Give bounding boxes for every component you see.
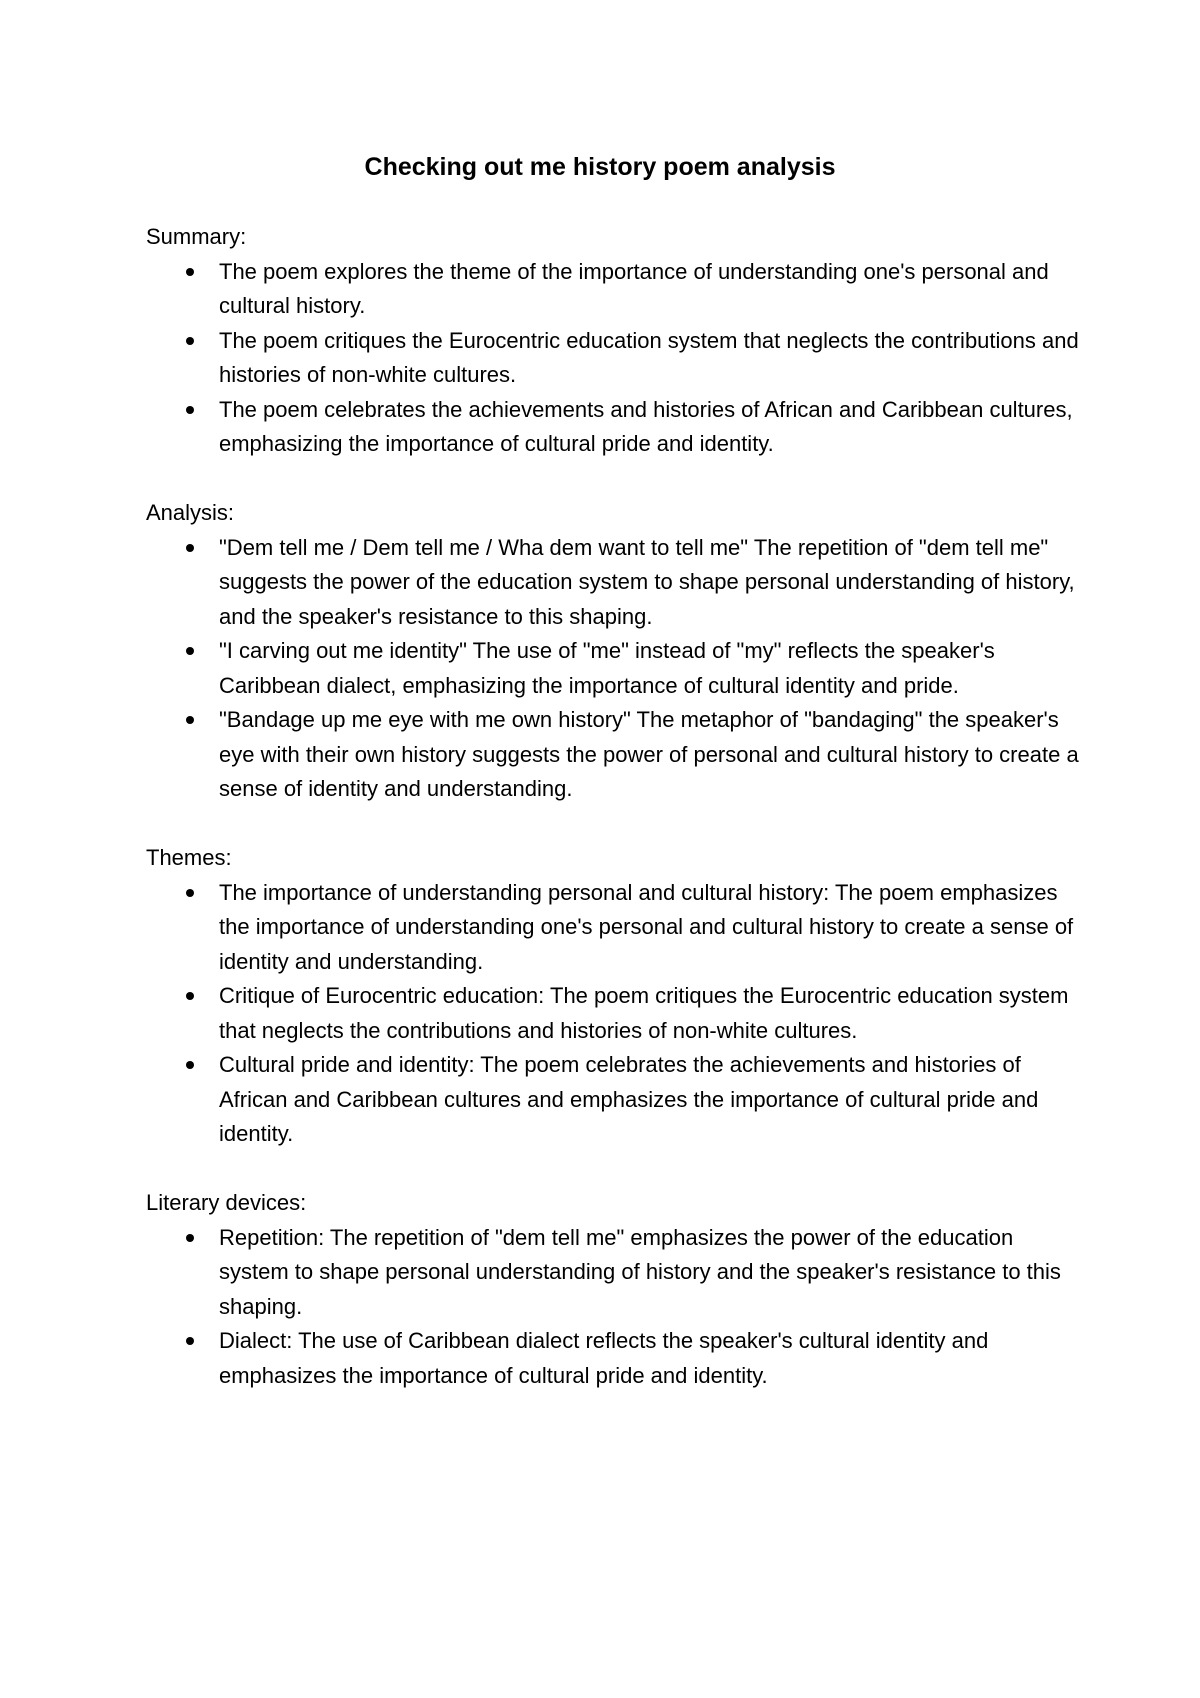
bullet-icon: [186, 406, 194, 414]
document-body: [146, 220, 1086, 1428]
bullet-icon: [186, 992, 194, 1000]
bullet-icon: [186, 716, 194, 724]
list-item-text: Cultural pride and identity: The poem celebrates the achievements and histories of African and Caribbean cultures and emphasizes the importance of cultural pride and identity.: [219, 1052, 1039, 1146]
section-analysis: [146, 496, 1086, 807]
list-item: [146, 876, 1086, 980]
section-heading-analysis: Analysis:: [146, 500, 235, 525]
list-item: [146, 1048, 1086, 1152]
bullet-icon: [186, 544, 194, 552]
literary-devices-list: [146, 1221, 1086, 1394]
bullet-icon: [186, 1061, 194, 1069]
list-item: [146, 531, 1086, 635]
list-item: [146, 1324, 1086, 1393]
document-title: Checking out me history poem analysis: [364, 153, 836, 181]
list-item: [146, 979, 1086, 1048]
section-literary-devices: [146, 1186, 1086, 1393]
summary-list: [146, 255, 1086, 462]
bullet-icon: [186, 889, 194, 897]
bullet-icon: [186, 1337, 194, 1345]
list-item: [146, 393, 1086, 462]
section-heading-literary-devices: Literary devices:: [146, 1190, 307, 1215]
list-item-text: "Bandage up me eye with me own history" The metaphor of "bandaging" the speaker's eye with their own history suggests the power of personal and cultural history to create a sense of identity and understanding.: [219, 707, 1079, 801]
bullet-icon: [186, 647, 194, 655]
list-item: [146, 1221, 1086, 1325]
themes-list: [146, 876, 1086, 1152]
section-summary: [146, 220, 1086, 462]
list-item: [146, 255, 1086, 324]
section-heading-summary: Summary:: [146, 224, 247, 249]
list-item-text: Critique of Eurocentric education: The poem critiques the Eurocentric education system that neglects the contributions and histories of non-white cultures.: [219, 983, 1069, 1043]
list-item: [146, 703, 1086, 807]
list-item-text: The poem explores the theme of the importance of understanding one's personal and cultural history.: [219, 258, 1049, 318]
bullet-icon: [186, 268, 194, 276]
list-item: [146, 324, 1086, 393]
list-item-text: Dialect: The use of Caribbean dialect reflects the speaker's cultural identity and emphasizes the importance of cultural pride and identity.: [219, 1328, 989, 1388]
list-item-text: The poem critiques the Eurocentric education system that neglects the contributions and histories of non-white cultures.: [219, 327, 1079, 387]
list-item-text: Repetition: The repetition of "dem tell me" emphasizes the power of the education system to shape personal understanding of history and the speaker's resistance to this shaping.: [219, 1224, 1061, 1319]
section-heading-themes: Themes:: [146, 845, 232, 870]
bullet-icon: [186, 1234, 194, 1242]
analysis-list: [146, 531, 1086, 807]
bullet-icon: [186, 337, 194, 345]
list-item-text: The poem celebrates the achievements and histories of African and Caribbean cultures, emphasizing the importance of cultural pride and identity.: [219, 396, 1073, 456]
list-item: [146, 634, 1086, 703]
section-themes: [146, 841, 1086, 1152]
list-item-text: "Dem tell me / Dem tell me / Wha dem want to tell me" The repetition of "dem tell me" suggests the power of the education system to shape personal understanding of history, and the speaker's resistance to this shaping.: [219, 534, 1075, 629]
list-item-text: The importance of understanding personal and cultural history: The poem emphasizes the importance of understanding one's personal and cultural history to create a sense of identity and understanding.: [219, 879, 1074, 974]
list-item-text: "I carving out me identity" The use of "me" instead of "my" reflects the speaker's Caribbean dialect, emphasizing the importance of cultural identity and pride.: [219, 638, 995, 698]
